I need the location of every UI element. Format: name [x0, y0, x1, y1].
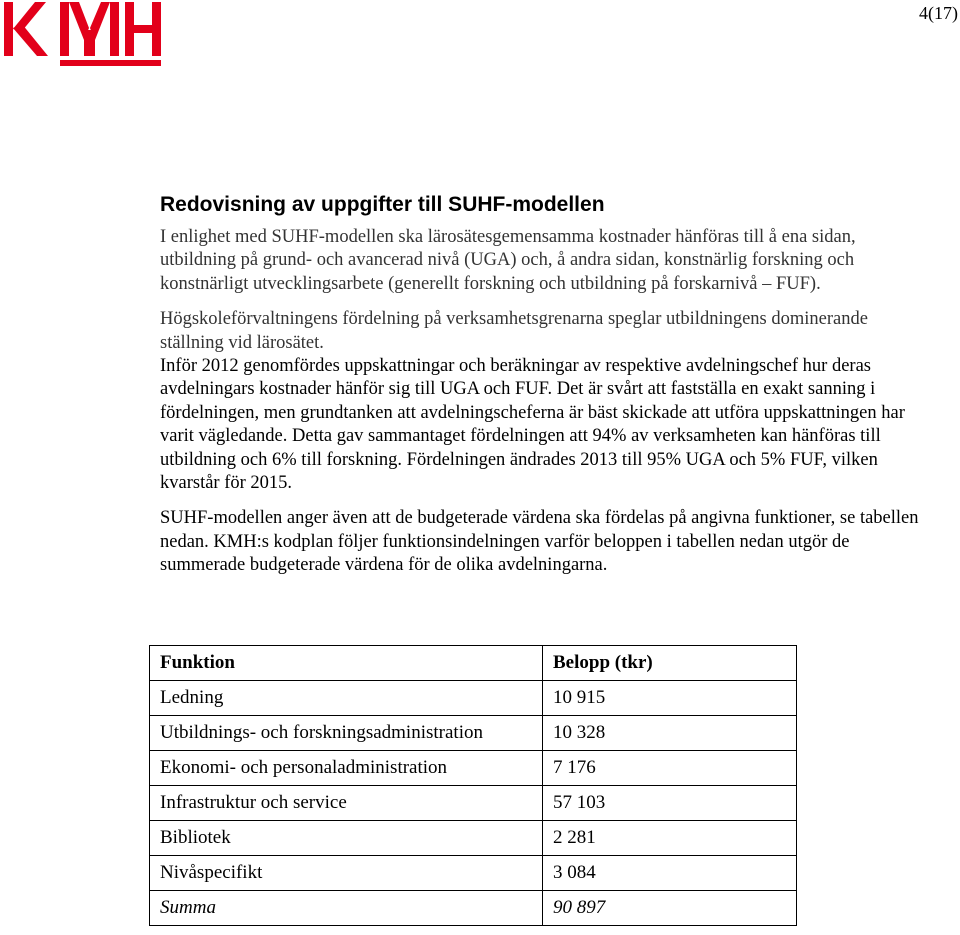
- table-total-row: [150, 891, 797, 926]
- amount-cell: 3 084: [543, 856, 797, 891]
- table-row: [150, 821, 797, 856]
- amount-cell: 10 915: [543, 681, 797, 716]
- function-cell: Ledning: [150, 681, 543, 716]
- paragraph-allocation-details: Inför 2012 genomfördes uppskattningar och beräkningar av respektive avdelningschef hur deras avdelningars kostnader hänför sig till UGA och FUF. Det är svårt att fastställa en exakt sanning i fördelningen, men grundtanken att avdelningscheferna är bäst skickade att utföra uppskattningen har varit vägledande. Detta gav sammantaget fördelningen att 94% av verksamheten kan hänföras till utbildning och 6% till forskning. Fördelningen ändrades 2013 till 95% UGA och 5% FUF, vilken kvarstår för 2015.: [160, 356, 905, 494]
- table-row: [150, 786, 797, 821]
- function-budget-table: [149, 645, 797, 926]
- page-number: 4(17): [919, 3, 958, 23]
- section-heading: Redovisning av uppgifter till SUHF-modellen: [160, 193, 605, 216]
- table-row: [150, 751, 797, 786]
- amount-cell: 7 176: [543, 751, 797, 786]
- paragraph-suhf-intro: I enlighet med SUHF-modellen ska lärosätesgemensamma kostnader hänföras till å ena sidan, utbildning på grund- och avancerad nivå (UGA) och, å andra sidan, konstnärlig forskning och konstnärligt utvecklingsarbete (generellt forskning och utbildning på forskarnivå – FUF).: [160, 227, 856, 294]
- section-content: [160, 192, 928, 578]
- table-header-row: [150, 646, 797, 681]
- function-cell: Infrastruktur och service: [150, 786, 543, 821]
- function-cell: Nivåspecifikt: [150, 856, 543, 891]
- function-cell: Bibliotek: [150, 821, 543, 856]
- paragraph-allocation-intro: Högskoleförvaltningens fördelning på verksamhetsgrenarna speglar utbildningens dominerande ställning vid lärosätet.: [160, 309, 868, 353]
- table-row: [150, 716, 797, 751]
- function-cell: Utbildnings- och forskningsadministration: [150, 716, 543, 751]
- amount-cell: 57 103: [543, 786, 797, 821]
- table-row: [150, 681, 797, 716]
- amount-cell: 2 281: [543, 821, 797, 856]
- total-amount-cell: 90 897: [543, 891, 797, 926]
- column-header-amount: Belopp (tkr): [543, 646, 797, 681]
- paragraph-function-table-intro: SUHF-modellen anger även att de budgeterade värdena ska fördelas på angivna funktioner, se tabellen nedan. KMH:s kodplan följer funktionsindelningen varför beloppen i tabellen nedan utgör de summerade budgeterade värdena för de olika avdelningarna.: [160, 508, 919, 576]
- function-cell: Ekonomi- och personaladministration: [150, 751, 543, 786]
- total-label-cell: Summa: [150, 891, 543, 926]
- table-row: [150, 856, 797, 891]
- column-header-function: Funktion: [150, 646, 543, 681]
- amount-cell: 10 328: [543, 716, 797, 751]
- kmh-logo: [0, 0, 165, 68]
